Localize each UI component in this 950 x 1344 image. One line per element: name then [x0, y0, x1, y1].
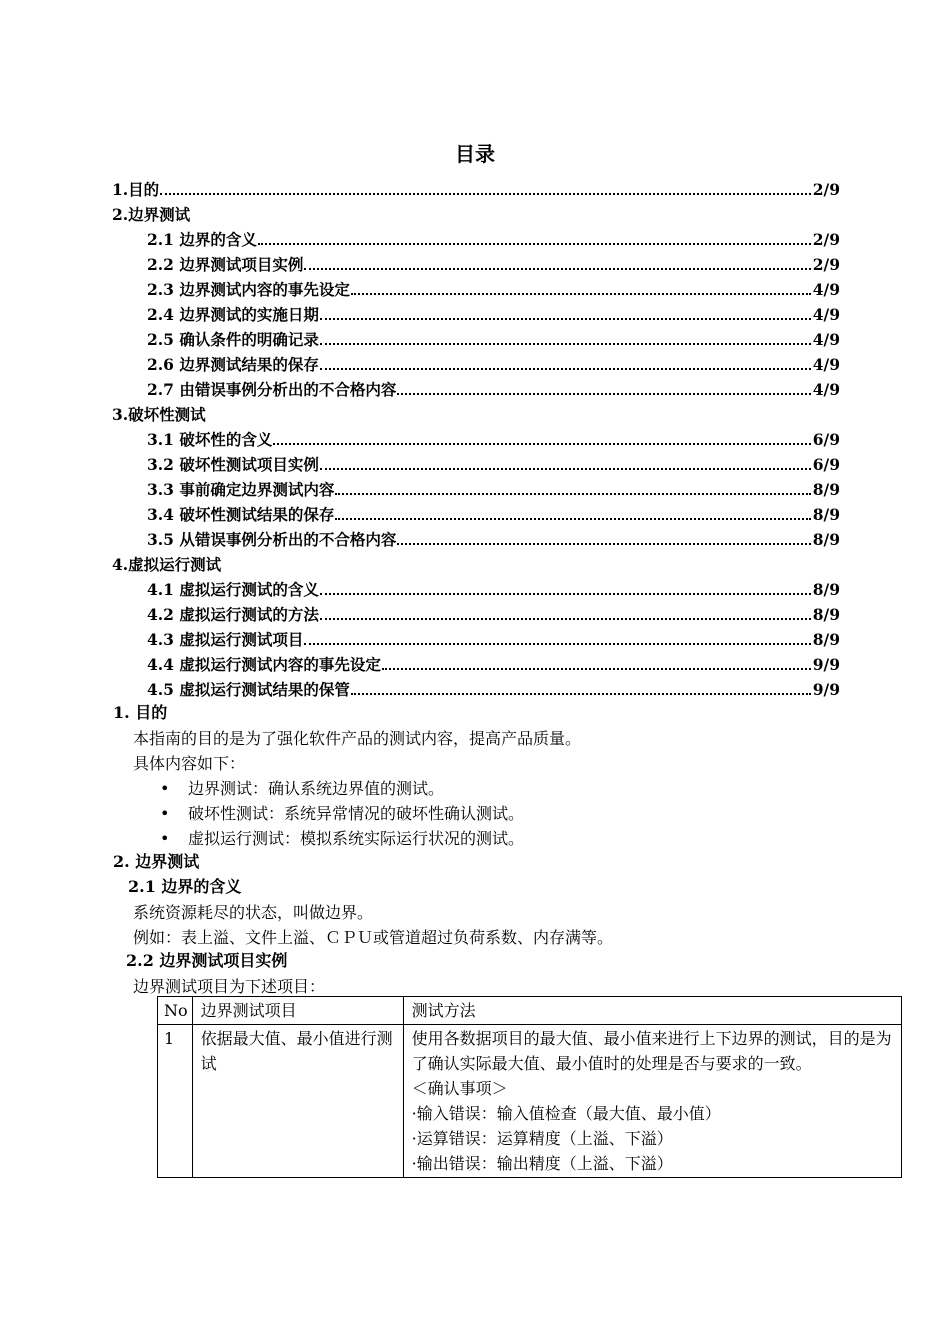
method-line: 使用各数据项目的最大值、最小值来进行上下边界的测试，目的是为了确认实际最大值、最小值时的处理是否与要求的一致。	[411, 1029, 892, 1073]
bullet-mark: •	[160, 779, 170, 798]
toc-entry[interactable]	[112, 675, 840, 700]
toc-leader-dots	[382, 667, 811, 670]
toc-entry-page: 9/9	[812, 655, 840, 674]
toc-entry-page: 4/9	[812, 355, 840, 374]
toc-entry-page: 8/9	[812, 630, 840, 649]
table-row	[158, 1025, 902, 1178]
toc-entry-page: 8/9	[812, 580, 840, 599]
toc-entry[interactable]	[112, 225, 840, 250]
toc-entry[interactable]	[112, 525, 840, 550]
toc-leader-dots	[320, 467, 811, 470]
toc-entry[interactable]	[112, 300, 840, 325]
toc-entry-page: 2/9	[812, 180, 840, 199]
bullet-item: • 虚拟运行测试：模拟系统实际运行状况的测试。	[160, 829, 525, 848]
toc-leader-dots	[304, 267, 810, 270]
toc-entry-label: 2.4 边界测试的实施日期	[147, 305, 319, 324]
toc-leader-dots	[304, 642, 810, 645]
toc-entry-page: 8/9	[812, 530, 840, 549]
toc-entry-label: 2.3 边界测试内容的事先设定	[147, 280, 350, 299]
toc-leader-dots	[397, 392, 810, 395]
toc-entry-label: 2.边界测试	[112, 205, 191, 224]
toc-entry[interactable]	[112, 450, 840, 475]
toc-entry-label: 3.1 破坏性的含义	[147, 430, 273, 449]
toc-entry-label: 2.7 由错误事例分析出的不合格内容	[147, 380, 397, 399]
toc-leader-dots	[335, 492, 810, 495]
toc-entry-label: 1.目的	[112, 180, 160, 199]
toc-entry-label: 2.6 边界测试结果的保存	[147, 355, 319, 374]
section-2-1-example: 例如：表上溢、文件上溢、ＣＰＵ或管道超过负荷系数、内存满等。	[133, 928, 614, 947]
toc-leader-dots	[258, 242, 811, 245]
toc-entry-page: 4/9	[812, 305, 840, 324]
toc-entry-label: 2.1 边界的含义	[147, 230, 257, 249]
method-line: ＜确认事项＞	[411, 1079, 508, 1098]
toc-entry-label: 4.5 虚拟运行测试结果的保管	[147, 680, 350, 699]
toc-leader-dots	[320, 617, 811, 620]
toc-entry[interactable]	[112, 475, 840, 500]
bullet-item: • 破坏性测试：系统异常情况的破坏性确认测试。	[160, 804, 525, 823]
toc-entry[interactable]	[112, 325, 840, 350]
bullet-mark: •	[160, 829, 170, 848]
toc-entry-page: 4/9	[812, 330, 840, 349]
toc-entry-label: 3.5 从错误事例分析出的不合格内容	[147, 530, 397, 549]
toc-leader-dots	[320, 592, 811, 595]
header-no: No	[158, 997, 193, 1025]
toc-entry[interactable]	[112, 375, 840, 400]
toc-entry-label: 3.2 破坏性测试项目实例	[147, 455, 319, 474]
toc-entry-page: 6/9	[812, 455, 840, 474]
section-1-intro: 具体内容如下：	[133, 754, 246, 773]
method-line: ·输入错误：输入值检查（最大值、最小值）	[411, 1104, 721, 1123]
toc-leader-dots	[160, 192, 811, 195]
toc-entry-page: 9/9	[812, 680, 840, 699]
toc-entry[interactable]	[112, 575, 840, 600]
toc-entry[interactable]	[112, 350, 840, 375]
toc-entry-label: 4.3 虚拟运行测试项目	[147, 630, 304, 649]
method-line: ·运算错误：运算精度（上溢、下溢）	[411, 1129, 673, 1148]
toc-entry[interactable]	[112, 425, 840, 450]
section-1-paragraph: 本指南的目的是为了强化软件产品的测试内容，提高产品质量。	[133, 729, 582, 748]
toc-entry-page: 8/9	[812, 480, 840, 499]
section-1-heading: 1. 目的	[113, 703, 168, 722]
method-line: ·输出错误：输出精度（上溢、下溢）	[411, 1154, 673, 1173]
section-2-heading: 2. 边界测试	[113, 852, 200, 871]
section-2-1-paragraph: 系统资源耗尽的状态，叫做边界。	[133, 903, 374, 922]
row-no: 1	[158, 1025, 193, 1178]
toc-entry-page: 4/9	[812, 280, 840, 299]
toc-entry-label: 2.2 边界测试项目实例	[147, 255, 304, 274]
table-header-row	[158, 997, 902, 1025]
row-method	[403, 1025, 901, 1178]
toc-entry[interactable]	[112, 275, 840, 300]
toc-leader-dots	[397, 542, 810, 545]
bullet-item: • 边界测试：确认系统边界值的测试。	[160, 779, 445, 798]
toc-entry-label: 4.1 虚拟运行测试的含义	[147, 580, 319, 599]
toc-entry[interactable]	[112, 650, 840, 675]
toc-entry[interactable]	[112, 250, 840, 275]
toc-entry-label: 3.破坏性测试	[112, 405, 206, 424]
row-item: 依据最大值、最小值进行测试	[192, 1025, 403, 1178]
bullet-mark: •	[160, 804, 170, 823]
toc-entry-label: 4.2 虚拟运行测试的方法	[147, 605, 319, 624]
toc-entry[interactable]	[112, 400, 840, 425]
section-2-1-heading: 2.1 边界的含义	[128, 877, 242, 896]
toc-entry-page: 8/9	[812, 605, 840, 624]
toc-leader-dots	[320, 342, 811, 345]
toc-entry[interactable]	[112, 200, 840, 225]
toc-entry[interactable]	[112, 625, 840, 650]
toc-leader-dots	[335, 517, 810, 520]
toc-entry-label: 4.4 虚拟运行测试内容的事先设定	[147, 655, 381, 674]
toc-entry-page: 2/9	[812, 230, 840, 249]
toc-entry[interactable]	[112, 500, 840, 525]
header-item: 边界测试项目	[192, 997, 403, 1025]
header-method: 测试方法	[403, 997, 901, 1025]
toc-entry-page: 2/9	[812, 255, 840, 274]
toc-entry-label: 3.4 破坏性测试结果的保存	[147, 505, 335, 524]
toc-entry[interactable]	[112, 550, 840, 575]
toc-leader-dots	[273, 442, 810, 445]
table-of-contents	[112, 175, 840, 700]
toc-entry-label: 2.5 确认条件的明确记录	[147, 330, 319, 349]
section-2-2-paragraph: 边界测试项目为下述项目：	[133, 977, 326, 996]
toc-entry[interactable]	[112, 600, 840, 625]
toc-entry-page: 6/9	[812, 430, 840, 449]
boundary-test-table	[157, 996, 902, 1178]
toc-title: 目录	[455, 142, 495, 166]
section-2-2-heading: 2.2 边界测试项目实例	[126, 951, 288, 970]
toc-entry-page: 8/9	[812, 505, 840, 524]
toc-entry[interactable]	[112, 175, 840, 200]
toc-leader-dots	[320, 317, 811, 320]
toc-leader-dots	[351, 692, 811, 695]
toc-entry-label: 3.3 事前确定边界测试内容	[147, 480, 335, 499]
toc-leader-dots	[351, 292, 811, 295]
toc-entry-page: 4/9	[812, 380, 840, 399]
toc-entry-label: 4.虚拟运行测试	[112, 555, 222, 574]
toc-leader-dots	[320, 367, 811, 370]
